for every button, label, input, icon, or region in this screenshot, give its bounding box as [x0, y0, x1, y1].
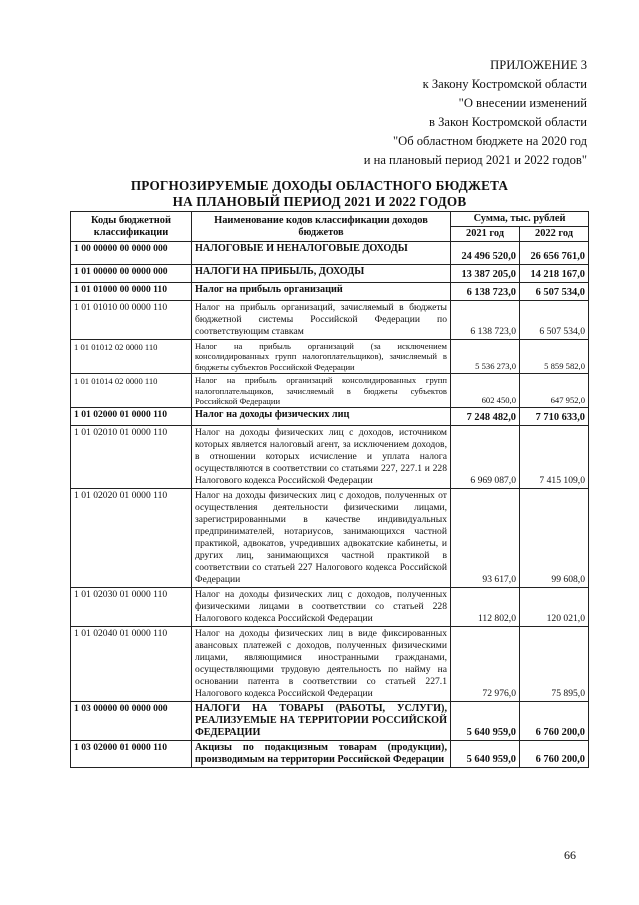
row-value-2021: 6 138 723,0: [451, 283, 520, 301]
row-name: Налог на прибыль организаций консолидированных групп налогоплательщиков, зачисляемый в бюджеты субъектов Российской Федерации: [192, 374, 451, 408]
row-name: Налог на прибыль организаций: [192, 283, 451, 301]
row-name: Налог на доходы физических лиц с доходов, полученных от осуществления деятельности физическими лицами, зарегистрированными в качестве индивидуальных предпринимателей, нотариусов, занимающихся частной практикой, адвокатов, учредивших адвокатские кабинеты, и других лиц, занимающихся частной практикой в соответствии со статьей 227 Налогового кодекса Российской Федерации: [192, 489, 451, 588]
row-value-2022: 75 895,0: [520, 627, 589, 702]
row-code: 1 01 00000 00 0000 000: [71, 265, 192, 283]
appendix-line: к Закону Костромской области: [422, 77, 587, 91]
row-name: НАЛОГИ НА ПРИБЫЛЬ, ДОХОДЫ: [192, 265, 451, 283]
table-row: [71, 408, 589, 426]
row-value-2021: 7 248 482,0: [451, 408, 520, 426]
table-row: [71, 741, 589, 768]
header-code: Коды бюджетной классификации: [71, 212, 192, 242]
row-value-2022: 6 760 200,0: [520, 741, 589, 768]
page-number: 66: [564, 848, 576, 862]
row-code: 1 01 01010 00 0000 110: [71, 301, 192, 340]
table-row: [71, 340, 589, 374]
title-line-1: ПРОГНОЗИРУЕМЫЕ ДОХОДЫ ОБЛАСТНОГО БЮДЖЕТА: [130, 178, 509, 193]
row-name: НАЛОГОВЫЕ И НЕНАЛОГОВЫЕ ДОХОДЫ: [192, 242, 451, 265]
table-row: [71, 627, 589, 702]
row-name: Акцизы по подакцизным товарам (продукции), производимым на территории Российской Федерации: [192, 741, 451, 768]
row-value-2022: 7 415 109,0: [520, 426, 589, 489]
row-code: 1 01 01014 02 0000 110: [71, 374, 192, 408]
header-2021: 2021 год: [451, 227, 520, 242]
row-value-2021: 5 640 959,0: [451, 741, 520, 768]
row-name: Налог на доходы физических лиц с доходов, полученных физическими лицами в соответствии со статьей 228 Налогового кодекса Российской Федерации: [192, 588, 451, 627]
table-row: [71, 265, 589, 283]
row-value-2021: 24 496 520,0: [451, 242, 520, 265]
row-name: Налог на прибыль организаций, зачисляемый в бюджеты бюджетной системы Российской Федерации по соответствующим ставкам: [192, 301, 451, 340]
row-value-2022: 5 859 582,0: [520, 340, 589, 374]
header-2022: 2022 год: [520, 227, 589, 242]
title-line-2: НА ПЛАНОВЫЙ ПЕРИОД 2021 И 2022 ГОДОВ: [172, 193, 467, 209]
appendix-line: в Закон Костромской области: [429, 115, 587, 129]
row-value-2022: 7 710 633,0: [520, 408, 589, 426]
revenue-table: [70, 211, 589, 768]
row-value-2021: 5 640 959,0: [451, 702, 520, 741]
row-value-2022: 647 952,0: [520, 374, 589, 408]
row-code: 1 03 00000 00 0000 000: [71, 702, 192, 741]
table-row: [71, 588, 589, 627]
row-code: 1 01 02010 01 0000 110: [71, 426, 192, 489]
row-code: 1 01 01000 00 0000 110: [71, 283, 192, 301]
row-name: НАЛОГИ НА ТОВАРЫ (РАБОТЫ, УСЛУГИ), РЕАЛИЗУЕМЫЕ НА ТЕРРИТОРИИ РОССИЙСКОЙ ФЕДЕРАЦИИ: [192, 702, 451, 741]
row-value-2022: 26 656 761,0: [520, 242, 589, 265]
row-value-2022: 14 218 167,0: [520, 265, 589, 283]
row-code: 1 01 02020 01 0000 110: [71, 489, 192, 588]
appendix-line: ПРИЛОЖЕНИЕ 3: [490, 58, 587, 72]
appendix-line: "О внесении изменений: [458, 96, 587, 110]
appendix-line: и на плановый период 2021 и 2022 годов": [363, 153, 587, 167]
row-value-2022: 99 608,0: [520, 489, 589, 588]
row-value-2022: 6 507 534,0: [520, 283, 589, 301]
row-value-2021: 13 387 205,0: [451, 265, 520, 283]
header-sum: Сумма, тыс. рублей: [451, 212, 589, 227]
table-row: [71, 374, 589, 408]
row-value-2021: 93 617,0: [451, 489, 520, 588]
row-value-2021: 5 536 273,0: [451, 340, 520, 374]
row-code: 1 01 02040 01 0000 110: [71, 627, 192, 702]
table-row: [71, 242, 589, 265]
row-name: Налог на прибыль организаций (за исключением консолидированных групп налогоплательщиков), зачисляемый в бюджеты субъектов Российской Федерации: [192, 340, 451, 374]
row-code: 1 01 02030 01 0000 110: [71, 588, 192, 627]
row-code: 1 01 01012 02 0000 110: [71, 340, 192, 374]
row-value-2021: 112 802,0: [451, 588, 520, 627]
row-value-2021: 6 969 087,0: [451, 426, 520, 489]
row-value-2021: 72 976,0: [451, 627, 520, 702]
table-row: [71, 489, 589, 588]
appendix-header: [364, 56, 587, 170]
row-value-2021: 6 138 723,0: [451, 301, 520, 340]
table-row: [71, 702, 589, 741]
row-name: Налог на доходы физических лиц с доходов, источником которых является налоговый агент, за исключением доходов, в отношении которых исчисление и уплата налога осуществляются в соответствии со статьями 227, 227.1 и 228 Налогового кодекса Российской Федерации: [192, 426, 451, 489]
document-title: [0, 178, 639, 209]
row-value-2021: 602 450,0: [451, 374, 520, 408]
row-name: Налог на доходы физических лиц: [192, 408, 451, 426]
table-row: [71, 283, 589, 301]
header-name: Наименование кодов классификации доходов бюджетов: [192, 212, 451, 242]
table-row: [71, 301, 589, 340]
row-code: 1 03 02000 01 0000 110: [71, 741, 192, 768]
row-code: 1 00 00000 00 0000 000: [71, 242, 192, 265]
table-row: [71, 426, 589, 489]
row-value-2022: 120 021,0: [520, 588, 589, 627]
row-value-2022: 6 760 200,0: [520, 702, 589, 741]
row-code: 1 01 02000 01 0000 110: [71, 408, 192, 426]
row-name: Налог на доходы физических лиц в виде фиксированных авансовых платежей с доходов, полученных физическими лицами, являющимися иностранными гражданами, осуществляющими трудовую деятельность по найму на основании патента в соответствии со статьей 227.1 Налогового кодекса Российской Федерации: [192, 627, 451, 702]
appendix-line: "Об областном бюджете на 2020 год: [392, 134, 587, 148]
row-value-2022: 6 507 534,0: [520, 301, 589, 340]
